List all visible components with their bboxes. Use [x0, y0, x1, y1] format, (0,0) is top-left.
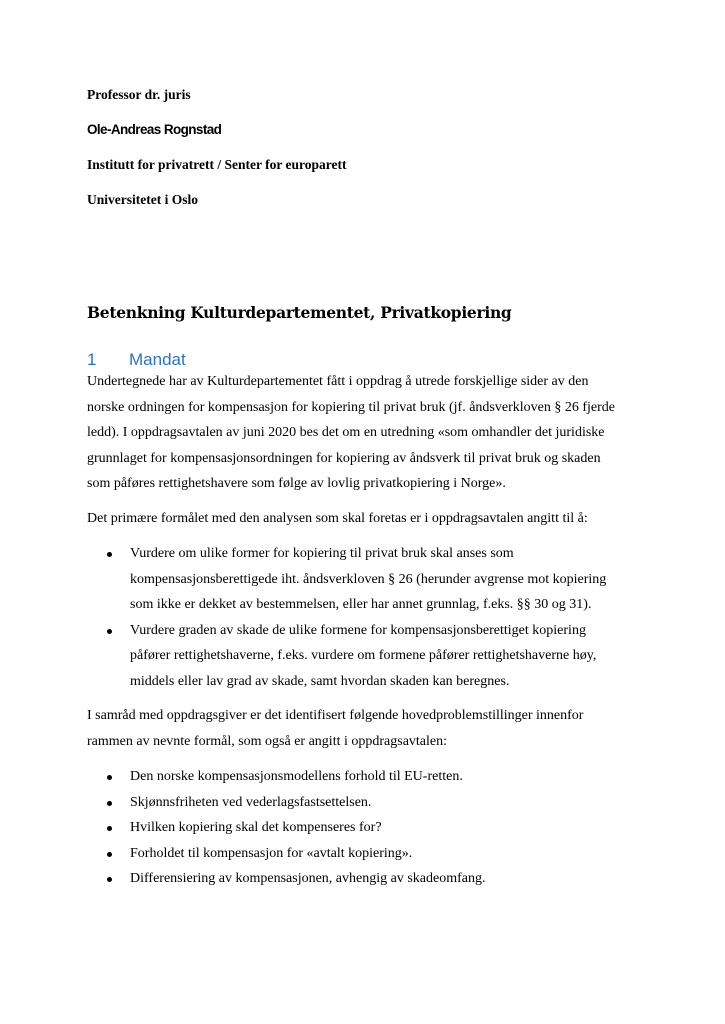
- paragraph-line: grunnlaget for kompensasjonsordningen for kopiering av åndsverk til privat bruk og skaden: [87, 450, 601, 466]
- section-heading: [87, 349, 186, 371]
- paragraph-line: I samråd med oppdragsgiver er det identifisert følgende hovedproblemstillinger innenfor: [87, 708, 584, 723]
- list-item-text: Differensiering av kompensasjonen, avhengig av skadeomfang.: [130, 871, 486, 886]
- paragraph-line: rammen av nevnte formål, som også er angitt i oppdragsavtalen:: [87, 733, 448, 749]
- list-item-text: Skjønnsfriheten ved vederlagsfastsettelsen.: [130, 794, 372, 810]
- paragraph-line: Det primære formålet med den analysen som skal foretas er i oppdragsavtalen angitt til å:: [87, 511, 588, 526]
- paragraph-line: ledd). I oppdragsavtalen av juni 2020 bes det om en utredning «som omhandler det juridiske: [87, 425, 605, 440]
- bullet-icon: [107, 629, 112, 634]
- bullet-icon: [107, 775, 112, 780]
- list-item: [87, 618, 645, 695]
- section-title: Mandat: [129, 350, 186, 369]
- document-title: Betenkning Kulturdepartementet, Privatkopiering: [87, 303, 512, 322]
- author-university: Universitetet i Oslo: [87, 192, 198, 207]
- author-title: Professor dr. juris: [87, 87, 191, 102]
- bullet-icon: [107, 801, 112, 806]
- list-item: [87, 815, 645, 841]
- purpose-list: [87, 541, 645, 694]
- list-item: [87, 866, 645, 892]
- paragraph-intro: [87, 369, 645, 497]
- author-name: Ole-Andreas Rognstad: [87, 122, 222, 137]
- paragraph-purpose: [87, 506, 645, 532]
- section-number: 1: [87, 350, 97, 369]
- list-item-line: kompensasjonsberettigede iht. åndsverkloven § 26 (herunder avgrense mot kopiering: [130, 571, 607, 587]
- list-item-line: middels eller lav grad av skade, samt hvordan skaden kan beregnes.: [130, 673, 510, 689]
- list-item-line: som ikke er dekket av bestemmelsen, eller har annet grunnlag, f.eks. §§ 30 og 31).: [130, 597, 592, 612]
- list-item: [87, 841, 645, 867]
- bullet-icon: [107, 877, 112, 882]
- list-item: [87, 764, 645, 790]
- list-item-line: Vurdere graden av skade de ulike formene for kompensasjonsberettiget kopiering: [130, 622, 586, 638]
- paragraph-line: som påføres rettighetshavere som følge av lovlig privatkopiering i Norge».: [87, 476, 506, 491]
- author-institute: Institutt for privatrett / Senter for europarett: [87, 157, 347, 172]
- paragraph-line: Undertegnede har av Kulturdepartementet fått i oppdrag å utrede forskjellige sider av den: [87, 374, 589, 389]
- list-item-line: påfører rettighetshaverne, f.eks. vurdere om formene påfører rettighetshaverne høy,: [130, 648, 597, 663]
- list-item-text: Hvilken kopiering skal det kompenseres for?: [130, 820, 382, 835]
- bullet-icon: [107, 852, 112, 857]
- list-item: [87, 541, 645, 618]
- issues-list: [87, 764, 645, 892]
- list-item-text: Den norske kompensasjonsmodellens forhold til EU-retten.: [130, 769, 463, 784]
- list-item-text: Forholdet til kompensasjon for «avtalt kopiering».: [130, 845, 413, 861]
- bullet-icon: [107, 552, 112, 557]
- bullet-icon: [107, 826, 112, 831]
- list-item-line: Vurdere om ulike former for kopiering til privat bruk skal anses som: [130, 546, 514, 561]
- list-item: [87, 790, 645, 816]
- paragraph-line: norske ordningen for kompensasjon for kopiering til privat bruk (jf. åndsverkloven § 26 fjerde: [87, 399, 615, 415]
- paragraph-issues: [87, 703, 645, 754]
